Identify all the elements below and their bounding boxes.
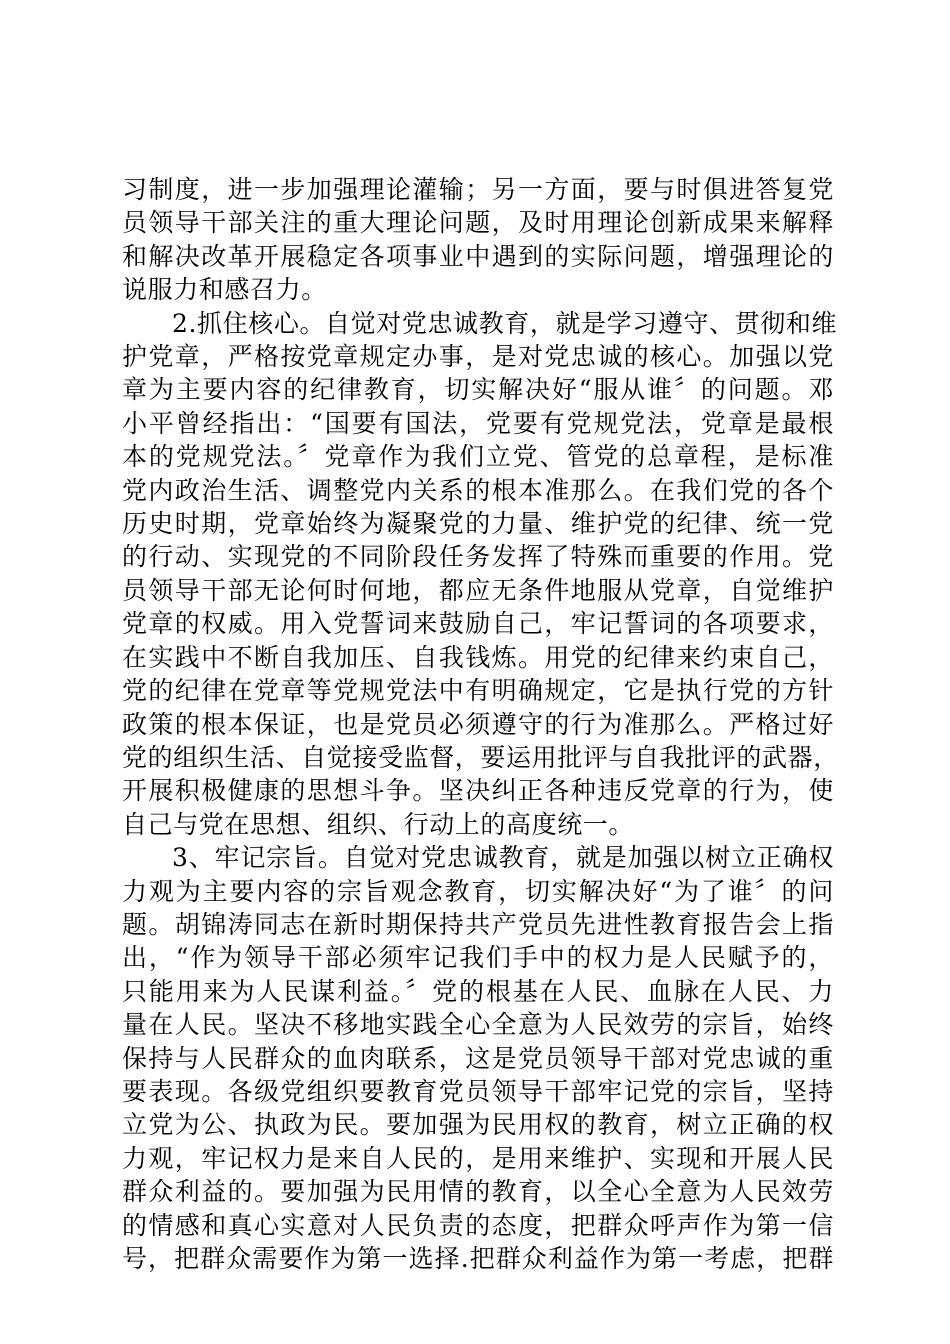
document-body: [122, 173, 839, 1275]
text-line: 力观，牢记权力是来自人民的，是用来维护、实现和开展人民: [122, 1143, 834, 1173]
text-line: 出，“作为领导干部必须牢记我们手中的权力是人民赋予的，: [122, 943, 834, 973]
text-line: 员领导干部关注的重大理论问题，及时用理论创新成果来解释: [122, 208, 834, 238]
text-line: 群众利益的。要加强为民用情的教育，以全心全意为人民效劳: [122, 1177, 834, 1207]
text-line: 小平曾经指出：“国要有国法，党要有党规党法，党章是最根: [122, 408, 834, 438]
text-line: 护党章，严格按党章规定办事，是对党忠诚的核心。加强以党: [122, 342, 834, 372]
text-line: 在实践中不断自我加压、自我钱炼。用党的纪律来约束自己，: [122, 642, 834, 672]
text-line: 开展积极健康的思想斗争。坚决纠正各种违反党章的行为，使: [122, 776, 834, 806]
text-line: 要表现。各级党组织要教育党员领导干部牢记党的宗旨，坚持: [122, 1076, 834, 1106]
text-line: 章为主要内容的纪律教育，切实解决好“服从谁〞的问题。邓: [122, 375, 834, 405]
text-line: 党章的权威。用入党誓词来鼓励自己，牢记誓词的各项要求，: [122, 609, 834, 639]
text-line: 党内政治生活、调整党内关系的根本准那么。在我们党的各个: [122, 475, 834, 505]
text-line: 立党为公、执政为民。要加强为民用权的教育，树立正确的权: [122, 1110, 834, 1140]
text-line: 量在人民。坚决不移地实践全心全意为人民效劳的宗旨，始终: [122, 1010, 834, 1040]
text-line: 员领导干部无论何时何地，都应无条件地服从党章，自觉维护: [122, 575, 834, 605]
text-line: 政策的根本保证，也是党员必须遵守的行为准那么。严格过好: [122, 709, 834, 739]
text-line: 力观为主要内容的宗旨观念教育，切实解决好“为了谁〞的问: [122, 876, 834, 906]
text-line: 3、牢记宗旨。自觉对党忠诚教育，就是加强以树立正确权: [172, 843, 834, 873]
text-line: 说服力和感召力。: [122, 275, 327, 305]
text-line: 只能用来为人民谋利益。〞党的根基在人民、血脉在人民、力: [122, 976, 834, 1006]
text-line: 自己与党在思想、组织、行动上的高度统一。: [122, 809, 635, 839]
text-line: 习制度，进一步加强理论灌输；另一方面，要与时俱进答复党: [122, 175, 834, 204]
text-line: 号，把群众需要作为第一选择.把群众利益作为第一考虑，把群: [122, 1244, 834, 1273]
text-line: 保持与人民群众的血肉联系，这是党员领导干部对党忠诚的重: [122, 1043, 834, 1073]
text-line: 本的党规党法。〞党章作为我们立党、管党的总章程，是标准: [122, 442, 834, 472]
text-line: 党的组织生活、自觉接受监督，要运用批评与自我批评的武器，: [122, 742, 839, 772]
text-line: 的情感和真心实意对人民负责的态度，把群众呼声作为第一信: [122, 1210, 834, 1240]
text-line: 党的纪律在党章等党规党法中有明确规定，它是执行党的方针: [122, 676, 834, 706]
text-line: 的行动、实现党的不同阶段任务发挥了特殊而重要的作用。党: [122, 542, 834, 572]
text-line: 题。胡锦涛同志在新时期保持共产党员先进性教育报告会上指: [122, 909, 834, 939]
text-line: 2.抓住核心。自觉对党忠诚教育，就是学习遵守、贯彻和维: [172, 308, 838, 338]
text-line: 历史时期，党章始终为凝聚党的力量、维护党的纪律、统一党: [122, 509, 834, 539]
text-line: 和解决改革开展稳定各项事业中遇到的实际问题，增强理论的: [122, 241, 834, 271]
